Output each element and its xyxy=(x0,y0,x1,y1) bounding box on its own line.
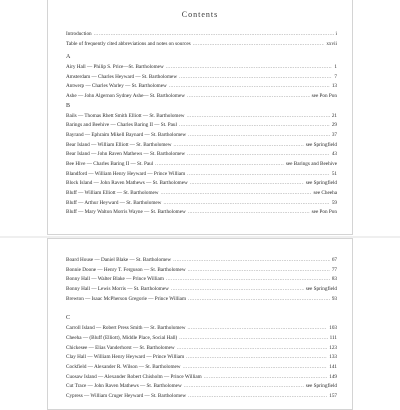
toc-row[interactable] xyxy=(66,73,337,83)
toc-row[interactable] xyxy=(66,112,337,122)
toc-row[interactable] xyxy=(66,40,337,50)
toc-row[interactable] xyxy=(66,170,337,180)
toc-entry-page: see Springfield xyxy=(305,141,337,148)
section-letter: C xyxy=(66,315,71,322)
toc-entry-page: i xyxy=(335,31,337,37)
toc-entry-page: 103 xyxy=(329,325,337,332)
toc-entry-title: Ashe — John Algernon Sydney Ashe— St. Bartholomew xyxy=(66,93,186,100)
toc-entry-page: see Pon Pon xyxy=(311,93,337,100)
toc-entry-title: Barings and Beehive — Charles Baring II — St. Paul xyxy=(66,122,177,129)
toc-row[interactable] xyxy=(66,373,337,383)
toc-entry-page: see Cheeha xyxy=(313,190,337,196)
toc-entry-title: Bear Island — William Elliott — St. Bartholomew xyxy=(66,141,172,148)
toc-entry-page: 7 xyxy=(334,73,337,80)
toc-row[interactable] xyxy=(66,131,337,141)
toc-entry-title: Cockfield — Alexander R. Wilson — St. Bartholomew xyxy=(66,363,181,370)
toc-entry-page: 83 xyxy=(331,276,337,283)
toc-entry-title: Carroll Island — Robert Press Smith — St. Bartholomew xyxy=(66,325,186,332)
toc-list-top xyxy=(66,30,337,218)
toc-row[interactable] xyxy=(66,199,337,209)
toc-row[interactable] xyxy=(66,160,337,170)
toc-entry-page: 21 xyxy=(331,112,337,119)
toc-entry-title: Block Island — John Raven Mathews — St. Bartholomew xyxy=(66,180,188,187)
toc-row[interactable] xyxy=(66,256,337,266)
toc-entry-title: Bluff — William Elliott — St. Bartholomew xyxy=(66,190,159,196)
toc-entry-title: Board House — Daniel Blake — St. Bartholomew xyxy=(66,257,172,263)
toc-entry-title: Bonny Hall — Lewis Morris — St. Bartholomew xyxy=(66,286,169,293)
toc-entry-title: Bails — Thomas Rhett Smith Elliott — St. Bartholomew xyxy=(66,112,185,119)
toc-row[interactable] xyxy=(66,189,337,199)
toc-entry-title: Clay Hall — William Henry Heyward — Prince William xyxy=(66,354,185,361)
toc-row[interactable] xyxy=(66,30,337,40)
toc-entry-page: 123 xyxy=(329,344,337,351)
toc-list-bottom xyxy=(66,256,337,402)
toc-row[interactable] xyxy=(66,179,337,189)
toc-entry-title: Bluff — Mary Walton Morris Wayne — St. Bartholomew xyxy=(66,209,186,216)
toc-entry-page: 133 xyxy=(329,354,337,361)
toc-row[interactable] xyxy=(66,353,337,363)
toc-entry-page: 77 xyxy=(331,266,337,273)
toc-entry-title: Blandford — William Henry Heyward — Prince William xyxy=(66,170,186,177)
section-letter: A xyxy=(66,54,71,61)
toc-entry-title: Cheeha — (Bluff (Elliott), Middle Place, Social Hall) xyxy=(66,334,178,341)
toc-entry-page: see Springfield xyxy=(305,180,337,187)
toc-row[interactable] xyxy=(66,344,337,354)
toc-entry-page: xxvii xyxy=(326,40,337,47)
toc-entry-title: Cuosaw Island — Alexander Robert Chisholm — Prince William xyxy=(66,373,202,380)
toc-row[interactable] xyxy=(66,150,337,160)
toc-row[interactable] xyxy=(66,92,337,102)
toc-entry-title: Cypress — William Cruger Heyward — St. Bartholomew xyxy=(66,392,187,399)
page-title: Contents xyxy=(181,10,219,19)
toc-row[interactable] xyxy=(66,363,337,373)
contents-page-top xyxy=(47,0,353,235)
toc-entry-page: 13 xyxy=(331,83,337,90)
toc-row[interactable] xyxy=(66,334,337,344)
toc-entry-title: Cut Trace — John Raven Mathews — St. Bartholomew xyxy=(66,383,182,390)
contents-page-bottom xyxy=(47,238,353,410)
toc-entry-page: see Pon Pon xyxy=(311,209,337,216)
toc-entry-page: see Springfield xyxy=(305,286,337,293)
toc-row[interactable] xyxy=(66,285,337,295)
toc-row[interactable] xyxy=(66,275,337,285)
toc-entry-title: Bee Hive — Charles Baring II — St. Paul xyxy=(66,160,154,167)
section-letter: B xyxy=(66,102,71,109)
toc-entry-page: 51 xyxy=(331,170,337,177)
toc-entry-page: 157 xyxy=(329,392,337,399)
toc-entry-title: Amsterdam — Charles Heyward — St. Bartholomew xyxy=(66,73,178,80)
toc-entry-title: Bonnie Doone — Henry T. Ferguson — St. Bartholomew xyxy=(66,266,186,273)
toc-entry-title: Brewton — Isaac McPherson Gregorie — Prince William xyxy=(66,295,186,302)
toc-entry-page: 29 xyxy=(331,122,337,129)
toc-entry-title: Bluff — Arthur Heyward — St. Bartholomew xyxy=(66,199,162,206)
toc-row[interactable] xyxy=(66,324,337,334)
toc-row[interactable] xyxy=(66,208,337,218)
toc-entry-title: Antwerp — Charles Warley — St. Bartholomew xyxy=(66,83,167,90)
toc-entry-page: 111 xyxy=(329,334,337,341)
toc-entry-page: see Barings and Beehive xyxy=(285,160,337,167)
toc-entry-page: see Springfield xyxy=(305,383,337,390)
toc-row[interactable] xyxy=(66,295,337,305)
toc-row[interactable] xyxy=(66,392,337,402)
toc-row[interactable] xyxy=(66,63,337,73)
toc-row[interactable] xyxy=(66,82,337,92)
toc-entry-title: Bonny Hall — Walter Blake — Prince William xyxy=(66,276,164,283)
toc-entry-page: 93 xyxy=(331,295,337,302)
toc-row[interactable] xyxy=(66,141,337,151)
toc-entry-title: Airy Hall — Philip S. Price—St. Bartholomew xyxy=(66,64,164,71)
toc-row[interactable] xyxy=(66,266,337,276)
toc-entry-page: 59 xyxy=(331,199,337,206)
toc-entry-title: Bayrand — Ephraim Mikell Baynard — St. Bartholomew xyxy=(66,131,187,138)
toc-entry-title: Introduction xyxy=(66,31,92,37)
toc-row[interactable] xyxy=(66,121,337,131)
toc-entry-title: Table of frequently cited abbreviations and notes on sources xyxy=(66,40,191,47)
toc-entry-page: 149 xyxy=(329,373,337,380)
toc-entry-page: 1 xyxy=(334,64,337,71)
toc-entry-title: Bear Island — John Raven Mathews — St. Bartholomew xyxy=(66,151,186,158)
toc-entry-page: 37 xyxy=(331,131,337,138)
toc-entry-page: 67 xyxy=(331,257,337,263)
toc-entry-page: 141 xyxy=(329,363,337,370)
toc-entry-title: Chickesee — Elias Vanderhorst — St. Bartholomew xyxy=(66,344,175,351)
toc-entry-page: 43 xyxy=(331,151,337,158)
toc-row[interactable] xyxy=(66,382,337,392)
